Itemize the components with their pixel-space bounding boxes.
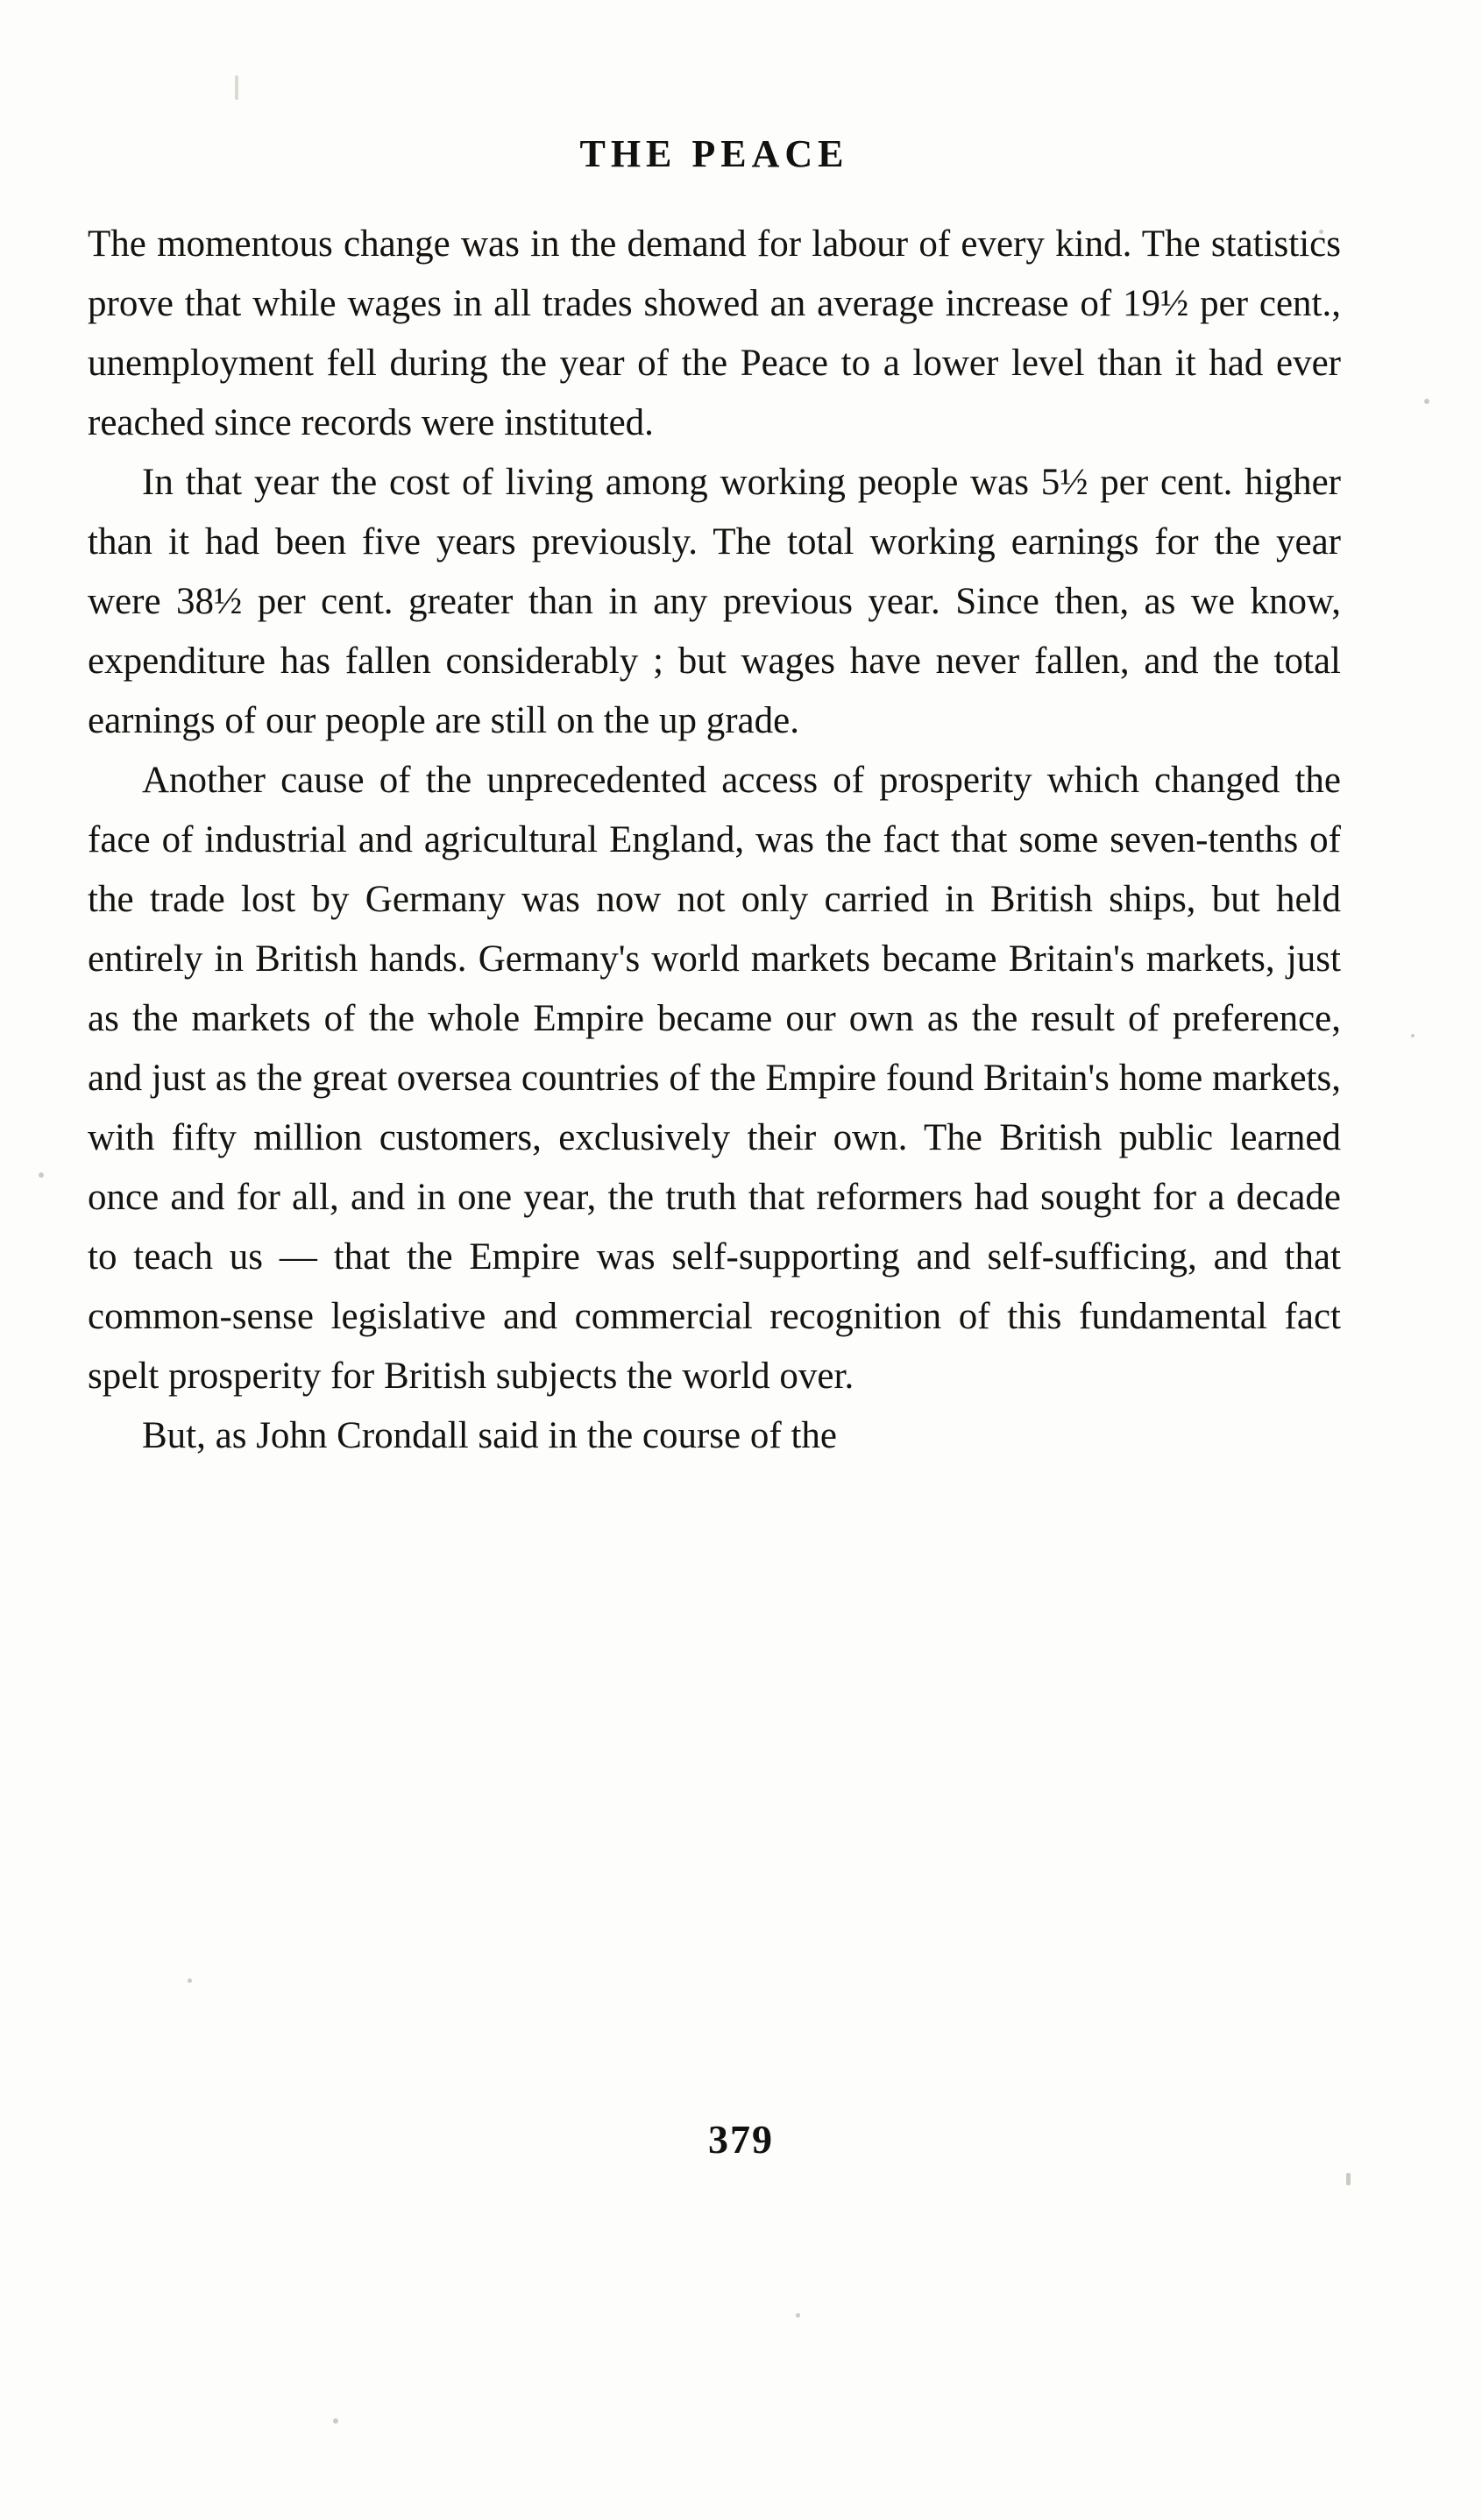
- scan-speck: [235, 75, 238, 100]
- paragraph: Another cause of the unprecedented access of prosperity which changed the face of industrial and agricultural England, was the fact that some seven-tenths of the trade lost by Germany was now not only carried in British ships, but held entirely in British hands. Germany's world markets became Britain's markets, just as the markets of the whole Empire became our own as the result of preference, and just as the great oversea countries of the Empire found Britain's home markets, with fifty million customers, exclusively their own. The British public learned once and for all, and in one year, the truth that reformers had sought for a decade to teach us — that the Empire was self-supporting and self-sufficing, and that common-sense legislative and commercial recognition of this fundamental fact spelt prosperity for British subjects the world over.: [88, 760, 1341, 1397]
- paragraph: In that year the cost of living among working people was 5½ per cent. higher than it had been five years previously. The total working earnings for the year were 38½ per cent. greater than in any previous year. Since then, as we know, expenditure has fallen considerably ; but wages have never fallen, and the total earnings of our people are still on the up grade.: [88, 462, 1341, 741]
- scan-speck: [39, 1172, 44, 1178]
- scan-speck: [1424, 399, 1429, 404]
- text-block: [88, 131, 1341, 1466]
- body-text: [88, 215, 1341, 1466]
- scan-speck: [796, 2313, 800, 2318]
- paragraph: The momentous change was in the demand for labour of every kind. The statistics prove that while wages in all trades showed an average increase of 19½ per cent., unemployment fell during the year of the Peace to a lower level than it had ever reached since records were instituted.: [88, 223, 1341, 443]
- running-head: THE PEACE: [579, 132, 849, 175]
- scan-speck: [333, 2418, 338, 2424]
- page-number: 379: [708, 2117, 774, 2162]
- scan-speck: [1346, 2173, 1351, 2185]
- paragraph: But, as John Crondall said in the course of the: [142, 1415, 837, 1456]
- scan-speck: [188, 1978, 192, 1983]
- scan-speck: [1411, 1034, 1415, 1037]
